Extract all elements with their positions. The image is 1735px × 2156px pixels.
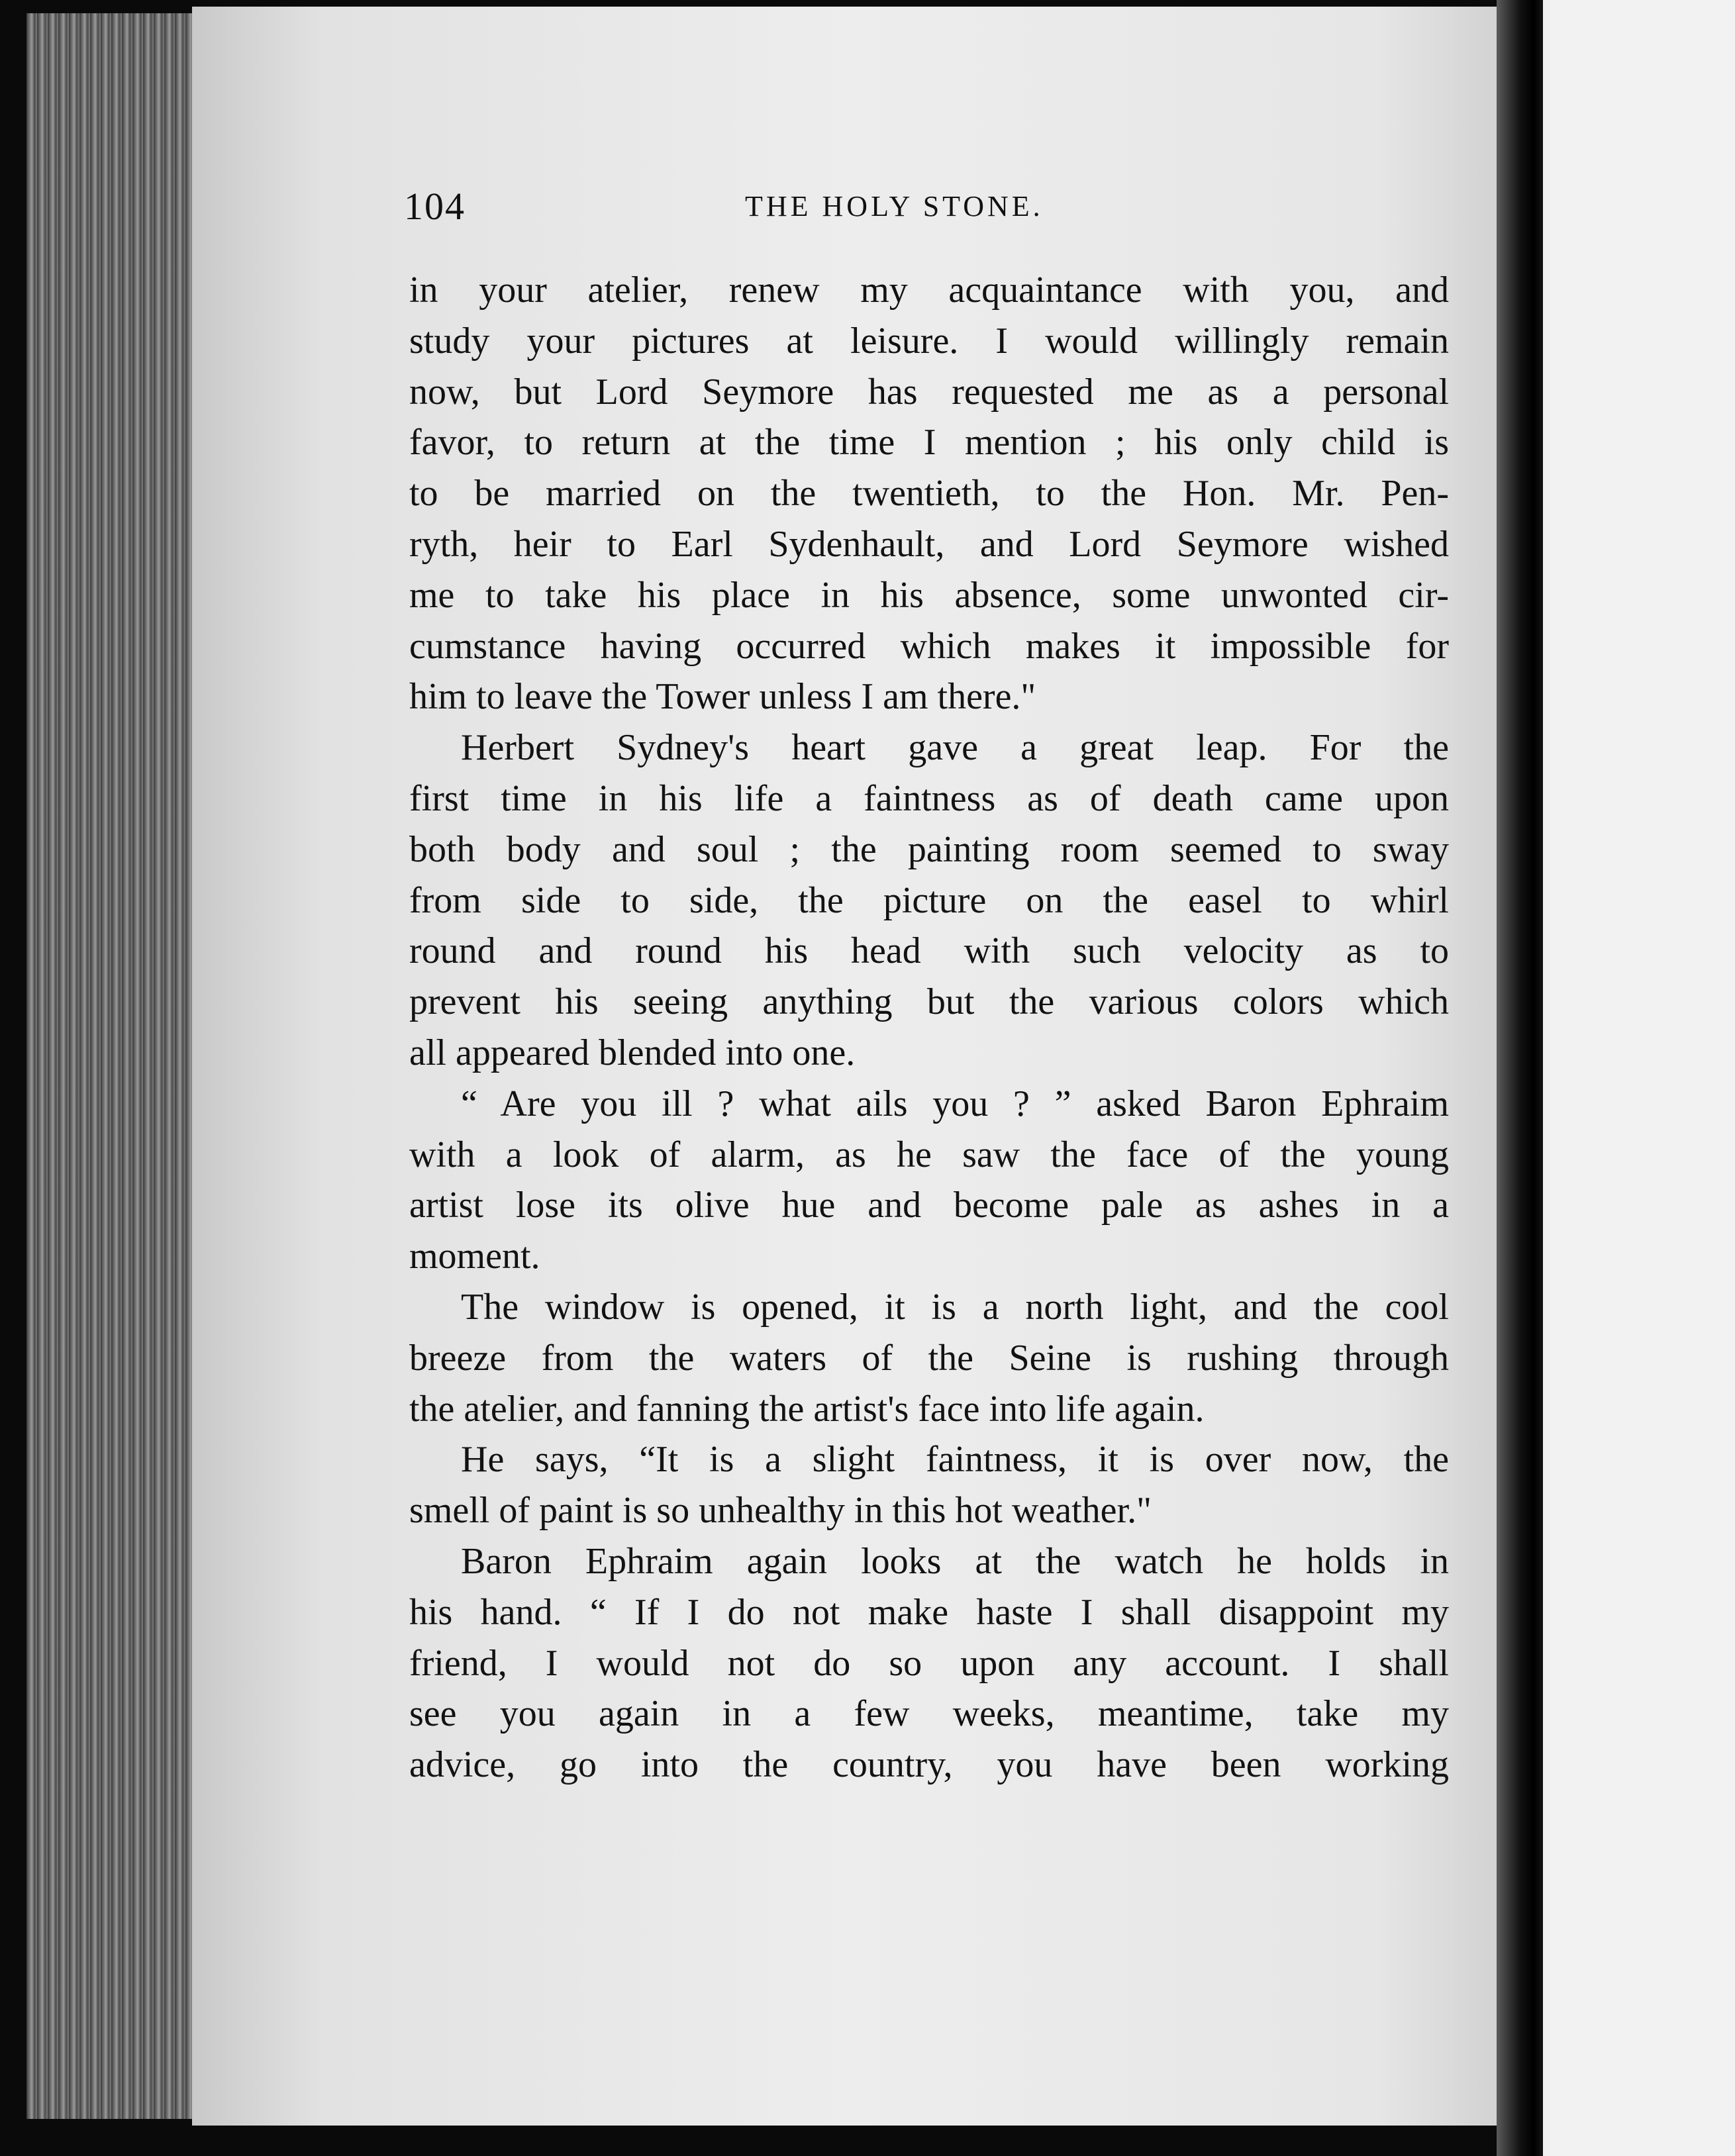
text-line: Baron Ephraim again looks at the watch he holds in bbox=[461, 1541, 1449, 1582]
text-line: friend, I would not do so upon any account. I shall bbox=[409, 1642, 1449, 1684]
text-line: study your pictures at leisure. I would willingly remain bbox=[409, 320, 1449, 362]
text-line: ryth, heir to Earl Sydenhault, and Lord Seymore wished bbox=[409, 524, 1449, 565]
text-line: breeze from the waters of the Seine is rushing through bbox=[409, 1337, 1449, 1379]
text-line: see you again in a few weeks, meantime, take my bbox=[409, 1693, 1449, 1735]
text-line: He says, “It is a slight faintness, it is over now, the bbox=[461, 1439, 1449, 1481]
text-line: me to take his place in his absence, some unwonted cir- bbox=[409, 574, 1449, 616]
text-line: cumstance having occurred which makes it impossible for bbox=[409, 625, 1449, 667]
text-line: first time in his life a faintness as of death came upon bbox=[409, 778, 1449, 819]
text-line: him to leave the Tower unless I am there." bbox=[409, 676, 1036, 718]
book-gutter bbox=[1497, 0, 1550, 2156]
text-line: the atelier, and fanning the artist's face into life again. bbox=[409, 1388, 1205, 1430]
text-line: advice, go into the country, you have been working bbox=[409, 1744, 1449, 1786]
running-head bbox=[404, 184, 1463, 237]
text-line: in your atelier, renew my acquaintance with you, and bbox=[409, 270, 1449, 311]
text-line: favor, to return at the time I mention ; his only child is bbox=[409, 422, 1449, 464]
page-number: 104 bbox=[404, 185, 466, 228]
right-page bbox=[1543, 0, 1735, 2156]
text-line: now, but Lord Seymore has requested me as a personal bbox=[409, 371, 1449, 413]
text-line: prevent his seeing anything but the various colors which bbox=[409, 981, 1449, 1023]
running-title: THE HOLY STONE. bbox=[745, 190, 1044, 222]
text-line: both body and soul ; the painting room seemed to sway bbox=[409, 828, 1449, 870]
text-line: to be married on the twentieth, to the Hon. Mr. Pen- bbox=[409, 473, 1449, 514]
text-line: from side to side, the picture on the easel to whirl bbox=[409, 879, 1449, 921]
text-line: with a look of alarm, as he saw the face of the young bbox=[409, 1134, 1449, 1175]
text-line: The window is opened, it is a north light, and the cool bbox=[461, 1287, 1449, 1328]
text-line: artist lose its olive hue and become pale as ashes in a bbox=[409, 1185, 1449, 1226]
text-line: round and round his head with such velocity as to bbox=[409, 930, 1449, 972]
text-line: Herbert Sydney's heart gave a great leap. For the bbox=[461, 727, 1449, 769]
text-line: “ Are you ill ? what ails you ? ” asked Baron Ephraim bbox=[461, 1083, 1449, 1124]
text-line: his hand. “ If I do not make haste I shall disappoint my bbox=[409, 1591, 1449, 1633]
text-line: all appeared blended into one. bbox=[409, 1032, 856, 1073]
text-line: smell of paint is so unhealthy in this hot weather." bbox=[409, 1490, 1152, 1532]
text-line: moment. bbox=[409, 1236, 540, 1277]
